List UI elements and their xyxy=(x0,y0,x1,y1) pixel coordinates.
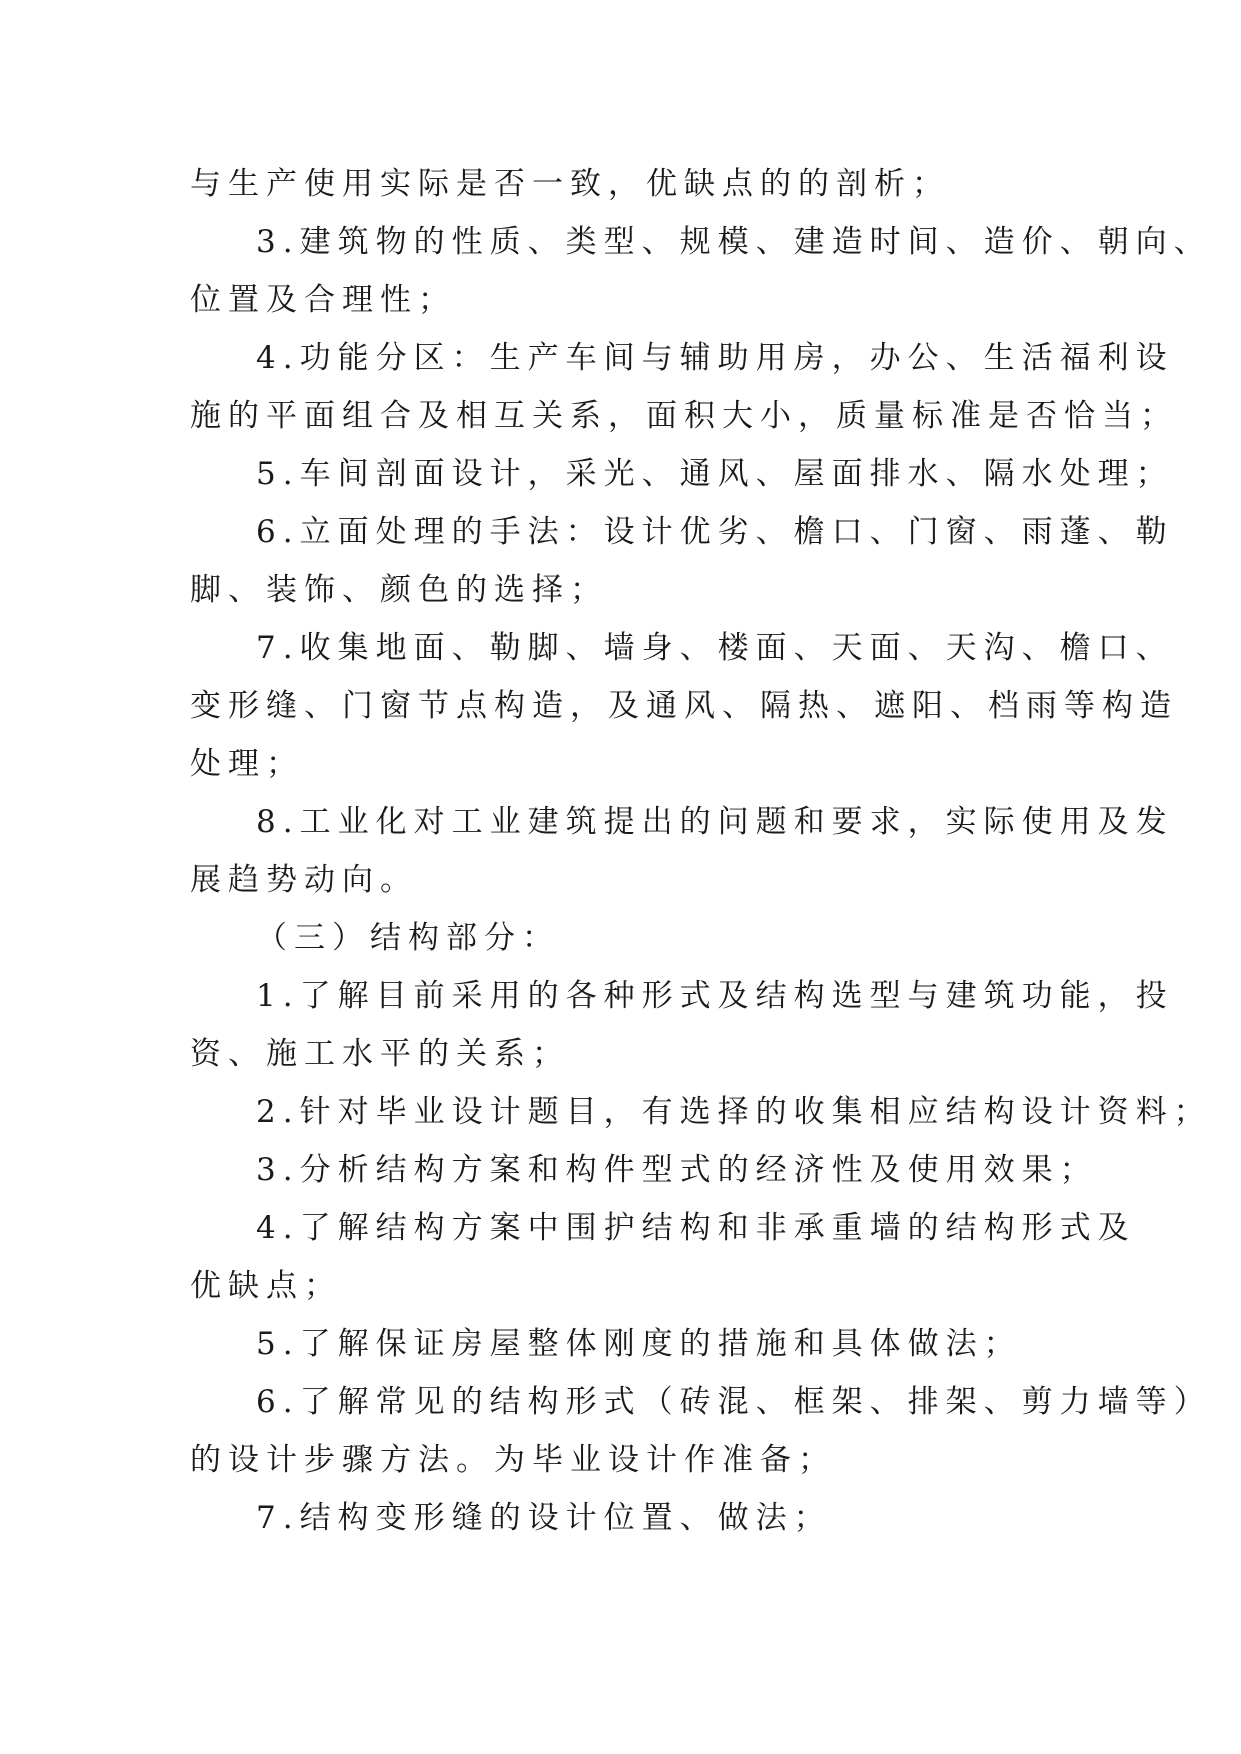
text-line-17: 2.针对毕业设计题目，有选择的收集相应结构设计资料； xyxy=(256,1094,1212,1130)
text-line-12: 8.工业化对工业建筑提出的问题和要求，实际使用及发 xyxy=(256,804,1174,840)
text-line-4: 4.功能分区：生产车间与辅助用房，办公、生活福利设 xyxy=(256,340,1174,376)
document-page xyxy=(190,155,1212,1547)
text-line-3: 位置及合理性； xyxy=(190,282,456,318)
text-line-21: 5.了解保证房屋整体刚度的措施和具体做法； xyxy=(256,1326,1022,1362)
section-heading: （三）结构部分： xyxy=(256,920,560,956)
text-line-15: 1.了解目前采用的各种形式及结构选型与建筑功能，投 xyxy=(256,978,1174,1014)
text-line-19: 4.了解结构方案中围护结构和非承重墙的结构形式及 xyxy=(256,1210,1136,1246)
text-line-22: 6.了解常见的结构形式（砖混、框架、排架、剪力墙等） xyxy=(256,1384,1212,1420)
text-line-18: 3.分析结构方案和构件型式的经济性及使用效果； xyxy=(256,1152,1098,1188)
text-line-5: 施的平面组合及相互关系，面积大小，质量标准是否恰当； xyxy=(190,398,1178,434)
text-line-1: 与生产使用实际是否一致，优缺点的的剖析； xyxy=(190,166,950,202)
text-line-20: 优缺点； xyxy=(190,1268,342,1304)
text-line-7: 6.立面处理的手法：设计优劣、檐口、门窗、雨蓬、勒 xyxy=(256,514,1174,550)
text-line-11: 处理； xyxy=(190,746,304,782)
text-line-16: 资、施工水平的关系； xyxy=(190,1036,570,1072)
text-line-8: 脚、装饰、颜色的选择； xyxy=(190,572,608,608)
text-line-13: 展趋势动向。 xyxy=(190,862,418,898)
text-line-2: 3.建筑物的性质、类型、规模、建造时间、造价、朝向、 xyxy=(256,224,1212,260)
text-line-24: 7.结构变形缝的设计位置、做法； xyxy=(256,1500,832,1536)
text-line-6: 5.车间剖面设计，采光、通风、屋面排水、隔水处理； xyxy=(256,456,1174,492)
text-line-23: 的设计步骤方法。为毕业设计作准备； xyxy=(190,1442,836,1478)
text-line-10: 变形缝、门窗节点构造，及通风、隔热、遮阳、档雨等构造 xyxy=(190,688,1178,724)
text-line-9: 7.收集地面、勒脚、墙身、楼面、天面、天沟、檐口、 xyxy=(256,630,1174,666)
